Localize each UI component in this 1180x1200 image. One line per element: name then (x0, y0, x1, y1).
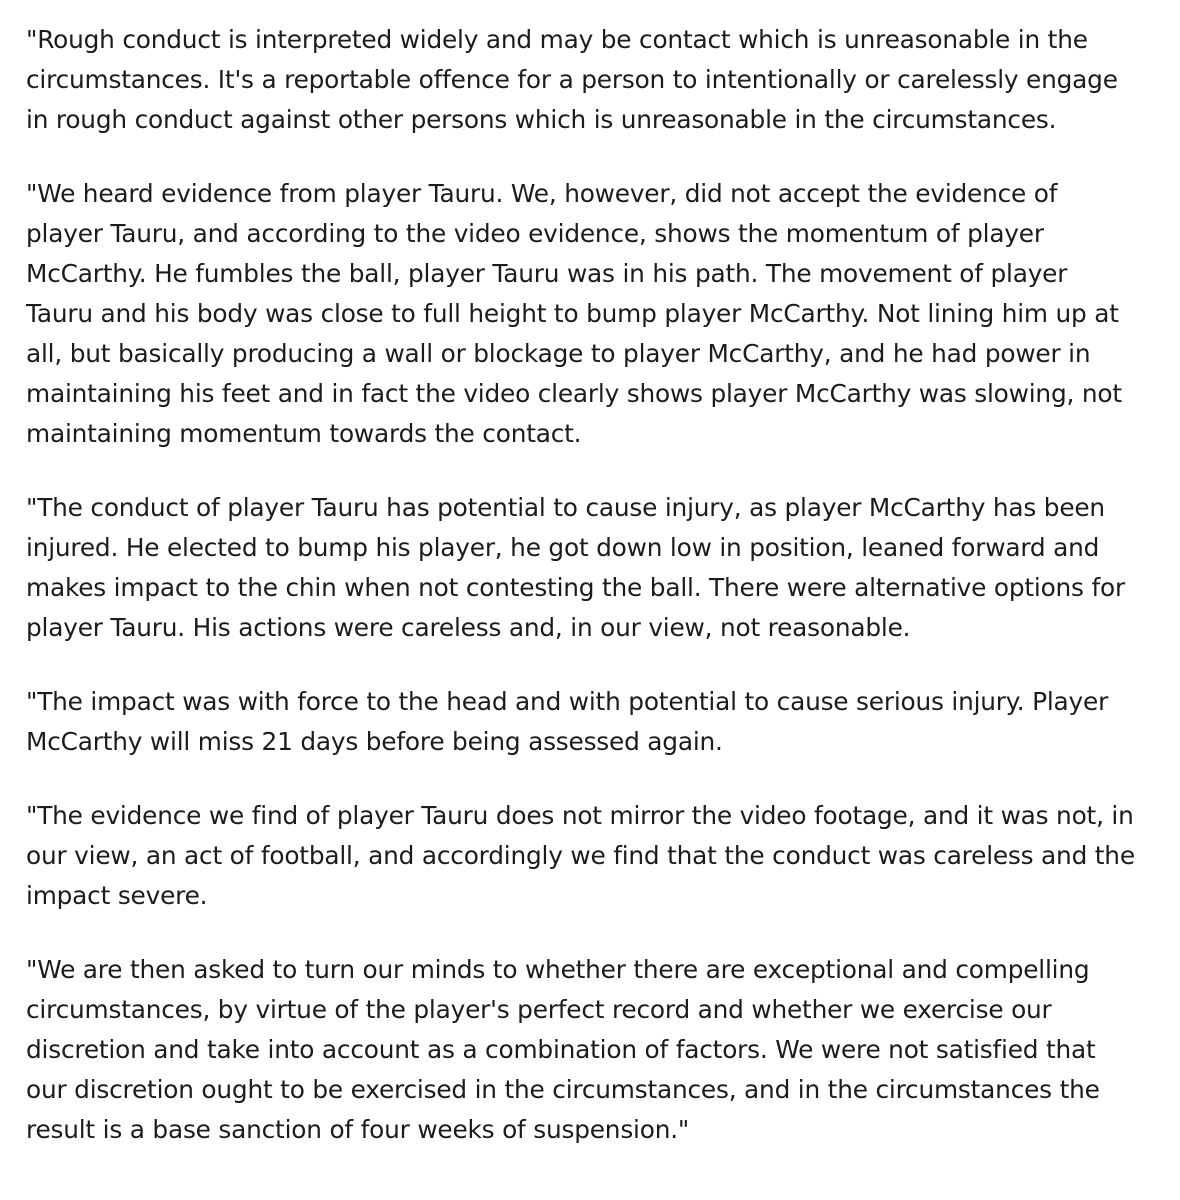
paragraph-conduct-potential-injury: "The conduct of player Tauru has potential to cause injury, as player McCarthy has been injured. He elected to bump his player, he got down low in position, leaned forward and makes impact to the chin when not contesting the ball. There were alternative options for player Tauru. His actions were careless and, in our view, not reasonable. (26, 493, 1125, 642)
paragraph-impact-force: "The impact was with force to the head and with potential to cause serious injury. Player McCarthy will miss 21 days before being assessed again. (26, 687, 1109, 756)
paragraph-finding: "The evidence we find of player Tauru does not mirror the video footage, and it was not, in our view, an act of football, and accordingly we find that the conduct was careless and the impact severe. (26, 801, 1135, 910)
paragraph-sanction: "We are then asked to turn our minds to whether there are exceptional and compelling circumstances, by virtue of the player's perfect record and whether we exercise our discretion and take into account as a combination of factors. We were not satisfied that our discretion ought to be exercised in the circumstances, and in the circumstances the result is a base sanction of four weeks of suspension." (26, 955, 1100, 1144)
paragraph-rough-conduct-definition: "Rough conduct is interpreted widely and may be contact which is unreasonable in the circumstances. It's a reportable offence for a person to intentionally or carelessly engage in rough conduct against other persons which is unreasonable in the circumstances. (26, 25, 1118, 134)
paragraph-evidence-assessment: "We heard evidence from player Tauru. We, however, did not accept the evidence of player Tauru, and according to the video evidence, shows the momentum of player McCarthy. He fumbles the ball, player Tauru was in his path. The movement of player Tauru and his body was close to full height to bump player McCarthy. Not lining him up at all, but basically producing a wall or blockage to player McCarthy, and he had power in maintaining his feet and in fact the video clearly shows player McCarthy was slowing, not maintaining momentum towards the contact. (26, 179, 1122, 448)
